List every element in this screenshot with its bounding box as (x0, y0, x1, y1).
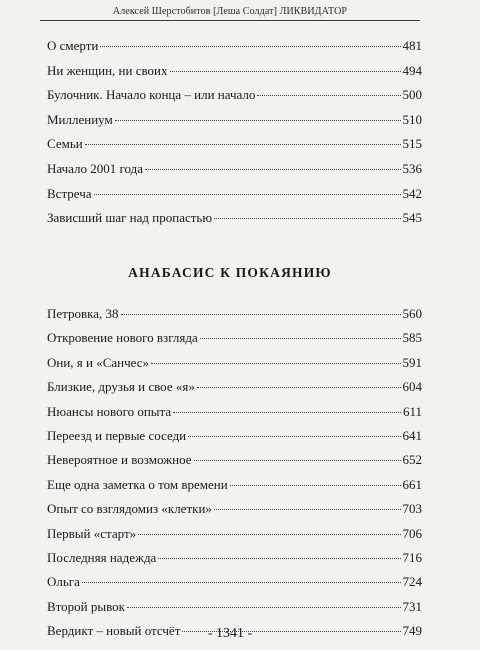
toc-entry[interactable] (47, 210, 422, 235)
toc-entry-title: О смерти (47, 38, 99, 53)
dot-leader (214, 509, 401, 510)
dot-leader (173, 412, 401, 413)
toc-entry-page: 716 (402, 549, 422, 565)
running-head: Алексей Шерстобитов [Леша Солдат] ЛИКВИДАТОР (112, 6, 348, 17)
toc-entry-title: Невероятное и возможное (47, 452, 192, 468)
dot-leader (151, 363, 400, 364)
dot-leader (194, 460, 401, 461)
toc-entry-title: Первый «старт» (47, 525, 137, 541)
toc-entry-page: 536 (402, 160, 422, 176)
toc-entry[interactable] (47, 428, 422, 452)
toc-entry-title: Булочник. Начало конца – или начало (47, 87, 256, 103)
toc-entry-page: 641 (402, 427, 422, 443)
page-number: - 1341 - (207, 626, 253, 641)
toc-entry-page: 604 (402, 379, 422, 395)
toc-entry-title: Переезд и первые соседи (47, 427, 187, 443)
dot-leader (127, 607, 401, 608)
dot-leader (100, 46, 400, 47)
toc-entry[interactable] (47, 452, 422, 476)
running-head-rule (40, 20, 420, 21)
toc-entry-page: 703 (402, 501, 422, 517)
toc-entry[interactable] (47, 599, 422, 623)
toc-entry[interactable] (47, 574, 422, 598)
toc-entry[interactable] (47, 87, 422, 112)
dot-leader (257, 95, 400, 96)
toc-entry[interactable] (47, 161, 422, 186)
toc-entry-page: 510 (402, 111, 422, 127)
dot-leader (138, 534, 400, 535)
toc-entry-title: Второй рывок (47, 598, 125, 614)
toc-entry-page: 724 (402, 574, 422, 590)
section-heading: АНАБАСИС К ПОКАЯНИЮ (128, 265, 332, 280)
dot-leader (214, 218, 400, 219)
toc-entry-title: Зависший шаг над пропастью (47, 210, 213, 226)
dot-leader (197, 387, 401, 388)
toc-entry[interactable] (47, 526, 422, 550)
toc-entry-page: 545 (402, 210, 422, 226)
toc-entry-title: Петровка, 38 (47, 306, 119, 321)
toc-entry[interactable] (47, 136, 422, 161)
toc-entry[interactable] (47, 306, 422, 330)
dot-leader (200, 338, 401, 339)
toc-entry[interactable] (47, 404, 422, 428)
toc-entry-page: 542 (402, 185, 422, 201)
dot-leader (115, 120, 401, 121)
dot-leader (94, 194, 401, 195)
toc-entry-title: Семьи (47, 136, 83, 152)
toc-entry-page: 661 (402, 476, 422, 492)
toc-entry[interactable] (47, 355, 422, 379)
dot-leader (121, 314, 401, 315)
toc-entry-page: 731 (402, 598, 422, 614)
toc-entry-title: Миллениум (47, 111, 113, 127)
toc-entry-page: 515 (402, 136, 422, 152)
toc-entry[interactable] (47, 186, 422, 211)
toc-entry-title: Опыт со взглядомиз «клетки» (47, 501, 212, 517)
toc-entry[interactable] (47, 477, 422, 501)
toc-entry-title: Вердикт – новый отсчёт (47, 623, 181, 639)
toc-entry[interactable] (47, 38, 422, 63)
dot-leader (158, 558, 400, 559)
toc-entry-page: 749 (402, 623, 422, 639)
toc-entry-title: Близкие, друзья и свое «я» (47, 379, 195, 395)
toc-entry-page: 706 (402, 525, 422, 541)
toc-entry-page: 494 (402, 62, 422, 78)
toc-list-part1 (47, 38, 422, 235)
toc-list-part2 (47, 306, 422, 647)
toc-entry-page: 481 (402, 38, 422, 53)
toc-entry-page: 585 (402, 330, 422, 346)
toc-entry-title: Последняя надежда (47, 549, 157, 565)
toc-entry[interactable] (47, 112, 422, 137)
toc-entry-page: 652 (402, 452, 422, 468)
toc-entry[interactable] (47, 550, 422, 574)
toc-entry-title: Встреча (47, 185, 92, 201)
toc-entry[interactable] (47, 63, 422, 88)
dot-leader (82, 582, 401, 583)
toc-entry-page: 560 (402, 306, 422, 321)
toc-entry-title: Начало 2001 года (47, 160, 144, 176)
dot-leader (188, 436, 400, 437)
toc-entry[interactable] (47, 330, 422, 354)
toc-entry[interactable] (47, 379, 422, 403)
dot-leader (85, 144, 401, 145)
toc-entry-title: Еще одна заметка о том времени (47, 476, 228, 492)
toc-entry-page: 591 (402, 354, 422, 370)
toc-entry-title: Они, я и «Санчес» (47, 354, 150, 370)
toc-entry-title: Откровение нового взгляда (47, 330, 198, 346)
dot-leader (230, 485, 401, 486)
toc-entry-page: 500 (402, 87, 422, 103)
toc-entry-page: 611 (402, 403, 422, 419)
dot-leader (170, 71, 401, 72)
toc-entry-title: Ни женщин, ни своих (47, 62, 168, 78)
toc-entry[interactable] (47, 501, 422, 525)
dot-leader (145, 169, 400, 170)
toc-entry-title: Нюансы нового опыта (47, 403, 172, 419)
toc-entry-title: Ольга (47, 574, 80, 590)
